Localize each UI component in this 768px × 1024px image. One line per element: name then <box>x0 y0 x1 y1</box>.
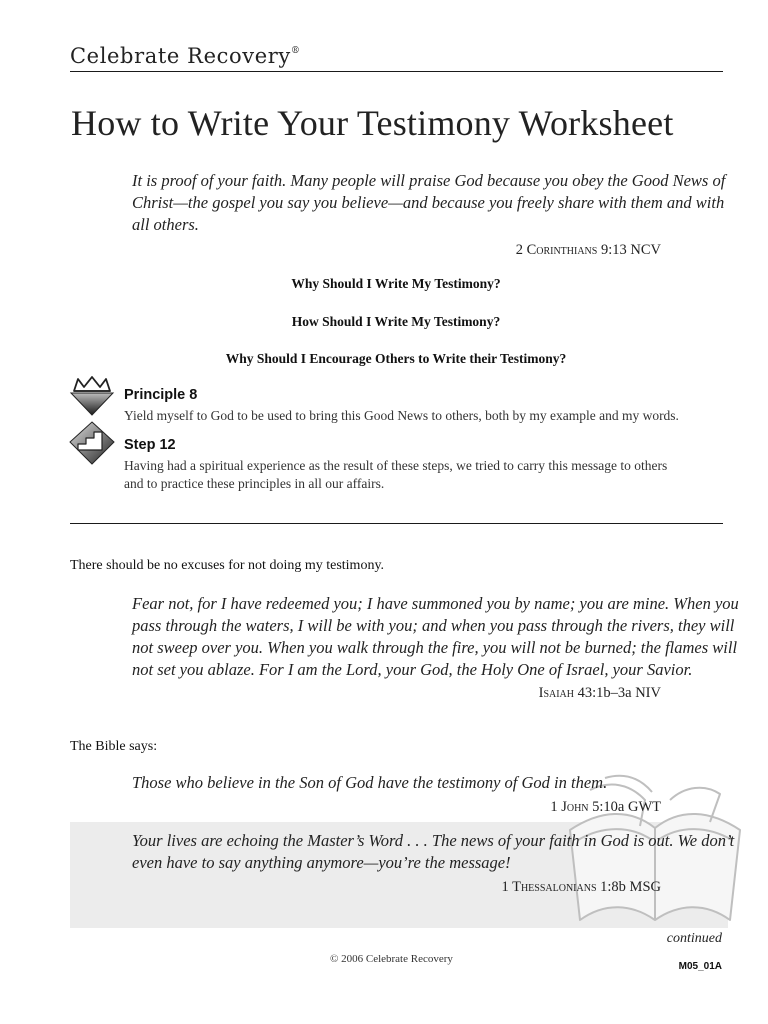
header-divider <box>70 71 723 72</box>
opening-verse-reference <box>516 242 661 259</box>
reference-book: 1 Thessalonians <box>501 879 597 895</box>
section-divider <box>70 523 723 524</box>
reference-cite: 9:13 NCV <box>600 242 661 258</box>
question-why-write: Why Should I Write My Testimony? <box>291 276 501 291</box>
step-text-line: and to practice these principles in all our affairs. <box>124 476 385 491</box>
verse-line: Fear not, for I have redeemed you; I have summoned you by name; you are mine. When you <box>132 594 739 613</box>
step-title: Step 12 <box>124 437 176 453</box>
verse-line: pass through the waters, I will be with you; and when you pass through the rivers, they will <box>132 616 735 635</box>
continued-label: continued <box>666 931 722 946</box>
intro-statement: There should be no excuses for not doing my testimony. <box>70 558 385 573</box>
john-verse-reference <box>550 799 661 816</box>
verse-line: not sweep over you. When you walk through the fire, you will not be burned; the flames will <box>132 638 738 657</box>
stairs-icon <box>68 420 116 466</box>
document-code: M05_01A <box>678 961 722 972</box>
page-title: How to Write Your Testimony Worksheet <box>71 103 674 143</box>
reference-book: 2 Corinthians <box>515 242 598 258</box>
principle-text: Yield myself to God to be used to bring this Good News to others, both by my example and my words. <box>124 408 679 423</box>
crown-icon <box>68 375 116 417</box>
principle-title: Principle 8 <box>124 387 198 403</box>
john-verse: Those who believe in the Son of God have the testimony of God in them. <box>132 773 608 792</box>
verse-line: all others. <box>132 215 199 234</box>
step-text <box>124 457 667 493</box>
verse-line: not set you ablaze. For I am the Lord, your God, the Holy One of Israel, your Savior. <box>132 660 693 679</box>
question-how-write: How Should I Write My Testimony? <box>291 314 501 329</box>
opening-verse <box>132 170 726 236</box>
step-text-line: Having had a spiritual experience as the result of these steps, we tried to carry this message to others <box>124 458 668 473</box>
verse-line: Christ—the gospel you say you believe—and because you freely share with them and with <box>132 193 725 212</box>
trademark-symbol: ® <box>290 46 301 56</box>
isaiah-verse <box>132 593 739 681</box>
reference-cite: 43:1b–3a NIV <box>577 685 661 701</box>
reference-cite: 1:8b MSG <box>600 879 661 895</box>
reference-book: 1 John <box>550 799 589 815</box>
reference-book: Isaiah <box>538 685 574 701</box>
bible-says-label: The Bible says: <box>70 739 158 754</box>
thessalonians-verse <box>132 830 735 874</box>
verse-line: It is proof of your faith. Many people will praise God because you obey the Good News of <box>132 171 726 190</box>
isaiah-verse-reference <box>539 685 661 702</box>
verse-line: even have to say anything anymore—you’re the message! <box>132 853 511 872</box>
brand-name: Celebrate Recovery <box>70 44 291 68</box>
reference-cite: 5:10a GWT <box>592 799 661 815</box>
brand-header <box>70 44 300 68</box>
thessalonians-verse-reference <box>501 879 661 896</box>
copyright-notice: © 2006 Celebrate Recovery <box>330 953 453 965</box>
verse-line: Your lives are echoing the Master’s Word . . . The news of your faith in God is out. We don’t <box>132 831 735 850</box>
question-encourage-others: Why Should I Encourage Others to Write their Testimony? <box>225 351 567 366</box>
